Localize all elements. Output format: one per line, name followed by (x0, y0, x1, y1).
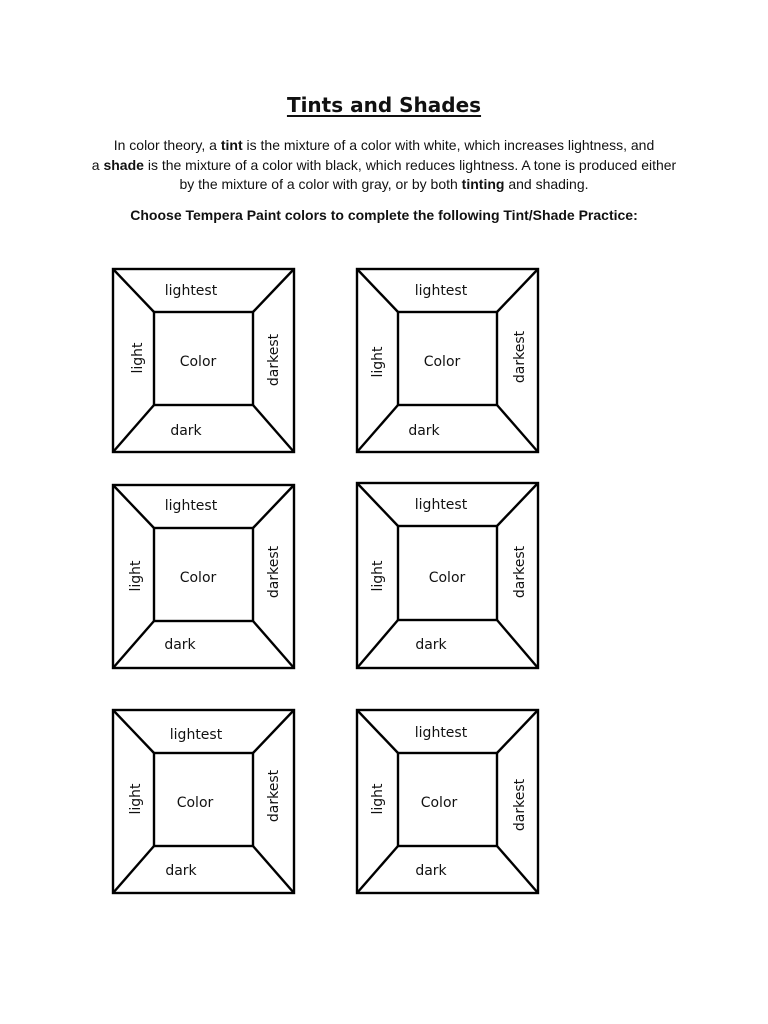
frame-label-dark: dark (408, 423, 440, 439)
frame-label-dark: dark (165, 863, 197, 879)
frame-label-color: Color (428, 570, 466, 586)
frame-label-light: light (370, 346, 386, 378)
practice-frame-6 (356, 709, 539, 894)
frame-label-dark: dark (415, 637, 447, 653)
frame-label-light: light (128, 560, 144, 592)
frame-label-light: light (128, 783, 144, 815)
frame-label-darkest: darkest (266, 333, 282, 387)
intro-text: is the mixture of a color with white, which increases lightness, and (242, 137, 655, 153)
frame-label-lightest: lightest (414, 283, 468, 299)
term-tint: tint (220, 137, 243, 153)
intro-text: by the mixture of a color with gray, or by both (179, 176, 462, 192)
frame-label-color: Color (176, 795, 214, 811)
frame-label-darkest: darkest (266, 545, 282, 599)
instruction-text: Choose Tempera Paint colors to complete the following Tint/Shade Practice: (130, 207, 638, 223)
frame-label-light: light (130, 342, 146, 374)
frame-label-color: Color (179, 354, 217, 370)
frame-label-darkest: darkest (266, 769, 282, 823)
frame-label-dark: dark (164, 637, 196, 653)
practice-frame-5 (112, 709, 295, 894)
intro-text: and shading. (504, 176, 589, 192)
practice-frame-4 (356, 482, 539, 669)
frame-label-darkest: darkest (512, 778, 528, 832)
frame-label-light: light (370, 560, 386, 592)
intro-text: In color theory, a (113, 137, 221, 153)
practice-frame-1 (112, 268, 295, 453)
frame-label-lightest: lightest (164, 283, 218, 299)
frame-label-lightest: lightest (169, 727, 223, 743)
page-title: Tints and Shades (286, 93, 482, 117)
frame-label-lightest: lightest (414, 725, 468, 741)
frame-label-darkest: darkest (512, 330, 528, 384)
frame-label-lightest: lightest (414, 497, 468, 513)
intro-text: a (91, 156, 104, 173)
frame-label-lightest: lightest (164, 498, 218, 514)
frame-label-dark: dark (415, 863, 447, 879)
frame-label-color: Color (423, 354, 461, 370)
term-tinting: tinting (461, 176, 505, 192)
frame-label-color: Color (420, 795, 458, 811)
frame-label-dark: dark (170, 423, 202, 439)
frame-label-darkest: darkest (512, 545, 528, 599)
practice-frame-2 (356, 268, 539, 453)
practice-frame-3 (112, 484, 295, 669)
frame-label-light: light (370, 783, 386, 815)
intro-paragraph (60, 136, 708, 195)
intro-text: is the mixture of a color with black, which reduces lightness. A tone is produced either (143, 156, 677, 173)
term-shade: shade (103, 156, 144, 173)
frame-label-color: Color (179, 570, 217, 586)
